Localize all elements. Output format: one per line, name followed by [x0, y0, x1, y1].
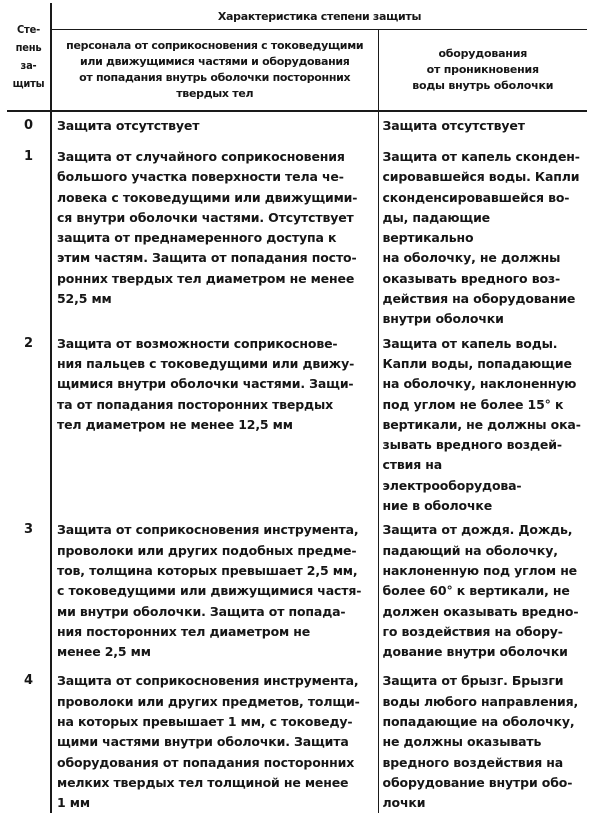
table-row [7, 143, 587, 330]
personnel-cell [51, 143, 378, 330]
degree-cell: 2 [7, 330, 51, 517]
table-row [7, 111, 587, 143]
personnel-cell [51, 667, 378, 813]
personnel-text: Защита от случайного соприкосновения большого участка поверхности тела че- ловека с токоведущими или движущими- ся внутри оболочки частями. Отсутствует защита от преднамеренного доступа к этим частям. Защита от попадания посто- ронних твердых тел диаметром не менее 52,5 мм [57, 149, 358, 307]
equipment-cell [378, 111, 587, 143]
degree-cell: 1 [7, 143, 51, 330]
degree-cell: 4 [7, 667, 51, 813]
degree-cell: 3 [7, 516, 51, 667]
equipment-text: Защита от капель воды. Капли воды, попадающие на оболочку, наклоненную под углом не более 15° к вертикали, не должны ока- зывать вредного воздей- ствия на электрооборудова- ние в оболочке [382, 335, 581, 514]
equipment-text: Защита отсутствует [382, 118, 525, 133]
personnel-text: Защита от соприкосновения инструмента, проволоки или других предметов, толщи- на которых превышает 1 мм, с токоведу- щими частями внутри оболочки. Защита оборудования от попадания посторонних мелких твердых тел толщиной не менее 1 мм [57, 673, 360, 811]
protection-degree-table [7, 3, 587, 813]
header-characteristic: Характеристика степени защиты [51, 3, 587, 30]
equipment-cell [378, 330, 587, 517]
table-row [7, 330, 587, 517]
table-row [7, 667, 587, 813]
table-subheader-row [7, 30, 587, 112]
equipment-text: Защита от дождя. Дождь, падающий на оболочку, наклоненную под углом не более 60° к вертикали, не должен оказывать вредно- го воздействия на обору- дование внутри оболочки [382, 522, 579, 660]
degree-cell: 0 [7, 111, 51, 143]
header-equipment: оборудования от проникновения воды внутрь оболочки [378, 30, 587, 112]
equipment-text: Защита от брызг. Брызги воды любого направления, попадающие на оболочку, не должны оказывать вредного воздействия на оборудование внутри обо- лочки [382, 673, 579, 811]
equipment-cell [378, 516, 587, 667]
header-degree: Сте- пень за- щиты [7, 3, 51, 111]
personnel-text: Защита от соприкосновения инструмента, проволоки или других подобных предме- тов, толщина которых превышает 2,5 мм, с токоведущими или движущимися частя- ми внутри оболочки. Защита от попада- ния посторонних тел диаметром не менее 2,5 мм [57, 522, 362, 660]
equipment-cell [378, 143, 587, 330]
personnel-cell [51, 111, 378, 143]
personnel-text: Защита от возможности соприкоснове- ния пальцев с токоведущими или движу- щимися внутри оболочки частями. Защи- та от попадания посторонних твердых тел диаметром не менее 12,5 мм [57, 335, 355, 432]
table-row [7, 516, 587, 667]
personnel-cell [51, 330, 378, 517]
personnel-text: Защита отсутствует [57, 118, 200, 133]
header-personnel: персонала от соприкосновения с токоведущими или движущимися частями и оборудования от попадания внутрь оболочки посторонних твердых тел [51, 30, 378, 112]
equipment-cell [378, 667, 587, 813]
personnel-cell [51, 516, 378, 667]
equipment-text: Защита от капель сконден- сировавшейся воды. Капли сконденсировавшейся во- ды, падающие вертикально на оболочку, не должны оказывать вредного воз- действия на оборудование внутри оболочки [382, 149, 580, 327]
table-header-row [7, 3, 587, 30]
